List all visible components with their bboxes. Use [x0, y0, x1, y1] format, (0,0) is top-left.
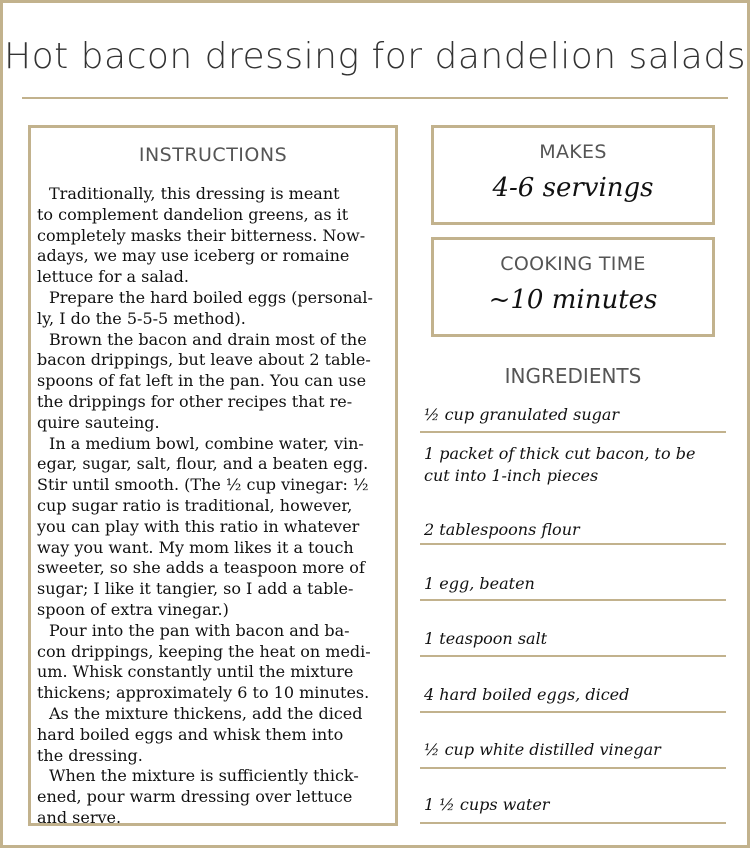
makes-panel — [431, 125, 715, 225]
instruction-line: ly, I do the 5-5-5 method). — [37, 308, 246, 328]
ingredient-item — [420, 601, 726, 657]
instruction-line: Brown the bacon and drain most of the — [49, 329, 367, 349]
ingredient-item — [420, 769, 726, 824]
instruction-paragraph — [37, 184, 395, 288]
title-divider — [22, 97, 728, 99]
ingredient-item — [420, 545, 726, 601]
instructions-panel — [28, 125, 398, 826]
instruction-line: hard boiled eggs and whisk them into — [37, 724, 344, 744]
instruction-line: Stir until smooth. (The ½ cup vinegar: ½ — [37, 475, 369, 495]
instruction-paragraph — [37, 704, 395, 766]
instruction-line: spoon of extra vinegar.) — [37, 599, 229, 619]
instructions-body — [37, 184, 395, 829]
instruction-line: When the mixture is sufficiently thick- — [49, 766, 359, 786]
instruction-line: way you want. My mom likes it a touch — [37, 537, 354, 557]
instruction-paragraph — [37, 621, 395, 704]
instruction-line: Prepare the hard boiled eggs (personal- — [49, 287, 373, 307]
instruction-line: the dressing. — [37, 745, 143, 765]
instruction-line: sugar; I like it tangier, so I add a table- — [37, 579, 354, 599]
page-title: Hot bacon dressing for dandelion salads — [4, 36, 746, 77]
instruction-line: um. Whisk constantly until the mixture — [37, 662, 354, 682]
ingredient-text: 1 ½ cups water — [424, 795, 550, 814]
ingredient-text: 4 hard boiled eggs, diced — [424, 685, 630, 704]
ingredient-text: cut into 1-inch pieces — [424, 466, 599, 485]
cooking-time-value: ~10 minutes — [488, 285, 658, 315]
instruction-line: bacon drippings, but leave about 2 table- — [37, 350, 371, 370]
instruction-line: and serve. — [37, 807, 122, 827]
ingredient-text: ½ cup white distilled vinegar — [424, 740, 661, 759]
ingredient-item — [420, 390, 726, 433]
ingredients-heading: INGREDIENTS — [504, 364, 642, 388]
instruction-line: thickens; approximately 6 to 10 minutes. — [37, 683, 370, 703]
instruction-line: quire sauteing. — [37, 412, 160, 432]
instruction-line: ened, pour warm dressing over lettuce — [37, 787, 353, 807]
instruction-paragraph — [37, 288, 395, 330]
instruction-line: adays, we may use iceberg or romaine — [37, 246, 350, 266]
instruction-line: Traditionally, this dressing is meant — [49, 184, 340, 203]
instruction-line: Pour into the pan with bacon and ba- — [49, 620, 350, 640]
ingredient-text: 2 tablespoons flour — [424, 520, 580, 539]
instruction-line: As the mixture thickens, add the diced — [49, 703, 363, 723]
instruction-paragraph — [37, 330, 395, 434]
instruction-line: completely masks their bitterness. Now- — [37, 225, 366, 245]
instruction-paragraph — [37, 434, 395, 621]
instruction-line: con drippings, keeping the heat on medi- — [37, 641, 371, 661]
ingredient-text: 1 egg, beaten — [424, 574, 535, 593]
cooking-time-panel — [431, 237, 715, 337]
makes-heading: MAKES — [539, 141, 607, 163]
ingredient-item — [420, 657, 726, 713]
cooking-time-heading: COOKING TIME — [500, 253, 646, 275]
instruction-paragraph — [37, 766, 395, 828]
makes-value: 4-6 servings — [492, 173, 654, 203]
instruction-line: sweeter, so she adds a teaspoon more of — [37, 558, 365, 578]
instruction-line: you can play with this ratio in whatever — [37, 516, 360, 536]
instruction-line: the drippings for other recipes that re- — [37, 391, 353, 411]
ingredient-text: 1 teaspoon salt — [424, 629, 548, 648]
instruction-line: In a medium bowl, combine water, vin- — [49, 433, 364, 453]
ingredient-text: 1 packet of thick cut bacon, to be — [424, 444, 696, 463]
ingredient-item — [420, 713, 726, 769]
instruction-line: lettuce for a salad. — [37, 267, 189, 287]
instruction-line: to complement dandelion greens, as it — [37, 204, 349, 224]
ingredient-text: ½ cup granulated sugar — [424, 405, 620, 424]
instruction-line: spoons of fat left in the pan. You can use — [37, 371, 367, 391]
instruction-line: egar, sugar, salt, flour, and a beaten egg. — [37, 454, 369, 474]
instruction-line: cup sugar ratio is traditional, however, — [37, 495, 353, 515]
instructions-heading: INSTRUCTIONS — [138, 144, 288, 166]
